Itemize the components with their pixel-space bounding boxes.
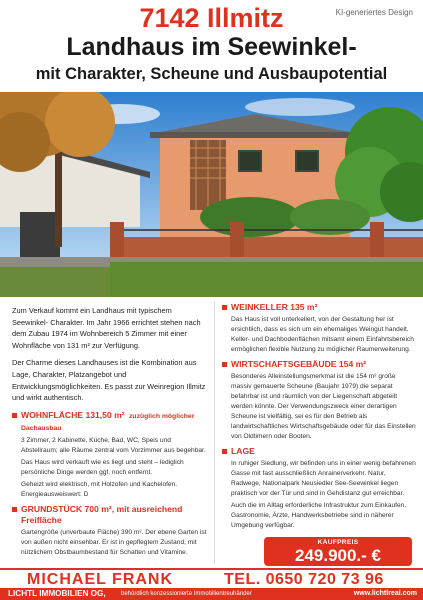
location-title: 7142 Illmitz <box>139 3 284 33</box>
section-body <box>231 459 417 531</box>
section-body <box>21 528 208 558</box>
section-body <box>231 372 417 442</box>
section-title: GRUNDSTÜCK 700 m², mit ausreichend Freifläche <box>21 503 183 525</box>
house-photo <box>0 92 423 297</box>
section-heading <box>222 446 417 457</box>
company-note: behördlich konzessionierte Immobilientreuhänder <box>121 590 252 597</box>
company-name: LICHTL IMMOBILIEN OG, <box>8 589 106 598</box>
section-paragraph: Besonderes Alleinstellungsmerkmal ist die 154 m² große massiv gemauerte Scheune (Baujahr 1979) die separat befahrbar ist und räumlich von der Liegenschaft abgeteilt werden könnte. Der Verwendungszweck einer derartigen Scheune ist vielfältig, sei es für den Betrieb als landwirtschaftliches Wirtschaftsgebäude oder für das Einstellen von Oldtimern oder Booten. <box>231 373 416 440</box>
section-heading <box>12 504 208 526</box>
bullet-square-icon <box>222 305 227 310</box>
price-label: KAUFPREIS <box>317 539 359 546</box>
left-column <box>12 300 208 562</box>
section-paragraph: Auch die im Alltag erforderliche Infrastruktur zum Einkaufen, Gastronomie, Ärzte, Handwerksbetriebe sind in näherer Umgebung verfügbar. <box>231 502 407 529</box>
section-body <box>231 315 417 355</box>
section-heading <box>222 359 417 370</box>
section-heading <box>222 302 417 313</box>
section-paragraph: In ruhiger Siedlung, wir befinden uns in einer wenig befahrenen Gasse mit fast ausschließlich Anrainerverkehr. Natur, Radwege, Nationalpark Neusiedler See-Seewinkel liegen praktisch vor der Tür und sind in Gehdistanz gut erreichbar. <box>231 460 416 497</box>
section-heading <box>12 410 208 434</box>
bullet-square-icon <box>222 449 227 454</box>
bullet-square-icon <box>12 413 17 418</box>
website-link[interactable]: www.lichtlreal.com <box>353 590 417 597</box>
section-lage <box>222 446 417 531</box>
agent-name: MICHAEL FRANK <box>27 571 174 588</box>
price-badge <box>264 537 412 566</box>
section-title: LAGE <box>231 446 255 456</box>
section-body <box>21 436 208 500</box>
section-title: WEINKELLER 135 m² <box>231 302 318 312</box>
page-subtitle: mit Charakter, Scheune und Ausbaupotential <box>35 65 388 83</box>
header <box>0 0 423 92</box>
section-paragraph: 3 Zimmer, 2 Kabinette, Küche, Bad, WC, Speis und Abstellraum; alle Räume zentral vom Vorzimmer aus begehbar. <box>21 436 206 454</box>
agent-phone[interactable]: TEL. 0650 720 73 96 <box>224 571 384 588</box>
company-bar <box>0 588 423 600</box>
intro-paragraph: Der Charme dieses Landhauses ist die Kombination aus Lage, Charakter, Platzangebot und Entwicklungsmöglichkeiten. Es passt zur Weinregion Illmitz und wirkt authentisch. <box>12 358 206 403</box>
section-paragraph: Das Haus wird verkauft wie es liegt und steht – lediglich persönliche Dinge werden ggf. noch entfernt. <box>21 458 184 476</box>
column-divider <box>214 302 215 564</box>
price-value: 249.900.- € <box>294 546 381 565</box>
footer-divider <box>0 568 423 570</box>
page-title: Landhaus im Seewinkel- <box>66 33 357 61</box>
intro-text <box>12 305 208 404</box>
section-paragraph: Geheizt wird elektrisch, mit Holzofen und Kachelofen. Energieausweiswert: D <box>21 480 178 498</box>
section-wirtschaftsgebaeude <box>222 359 417 442</box>
bullet-square-icon <box>222 362 227 367</box>
section-paragraph: Gartengröße (unverbaute Fläche) 390 m². Der ebene Garten ist von außen nicht einsehbar. Er ist in gepflegtem Zustand, mit nützlichem Obstbaumbestand für Schatten und Vitamine. <box>21 528 207 556</box>
section-grundstueck <box>12 504 208 558</box>
intro-paragraph: Zum Verkauf kommt ein Landhaus mit typischem Seewinkel- Charakter. Im Jahr 1966 errichtet stehen nach dem Zubau 1974 im Wohnbereich 5 Zimmer mit einer Wohnfläche von 131 m² zur Verfügung. <box>12 306 201 350</box>
ai-design-note: KI-generiertes Design <box>335 8 413 17</box>
section-wohnflaeche <box>12 410 208 500</box>
section-paragraph: Das Haus ist voll unterkellert, von der Gestaltung her ist ersichtlich, dass es sich um ein ehemaliges Weingut handelt. Keller- und Dachbodenflächen mitsamt einem Einfahrtsbereich ermöglichen flexible Nutzung zu möglicher Raumerweiterung. <box>231 316 414 353</box>
bullet-square-icon <box>12 507 17 512</box>
section-title: WIRTSCHAFTSGEBÄUDE 154 m² <box>231 359 367 369</box>
section-title: WOHNFLÄCHE 131,50 m² <box>21 409 125 420</box>
house-illustration <box>0 92 423 297</box>
right-column <box>222 300 417 535</box>
section-subtitle: zuzüglich möglicher Dachausbau <box>21 412 195 432</box>
section-weinkeller <box>222 302 417 355</box>
